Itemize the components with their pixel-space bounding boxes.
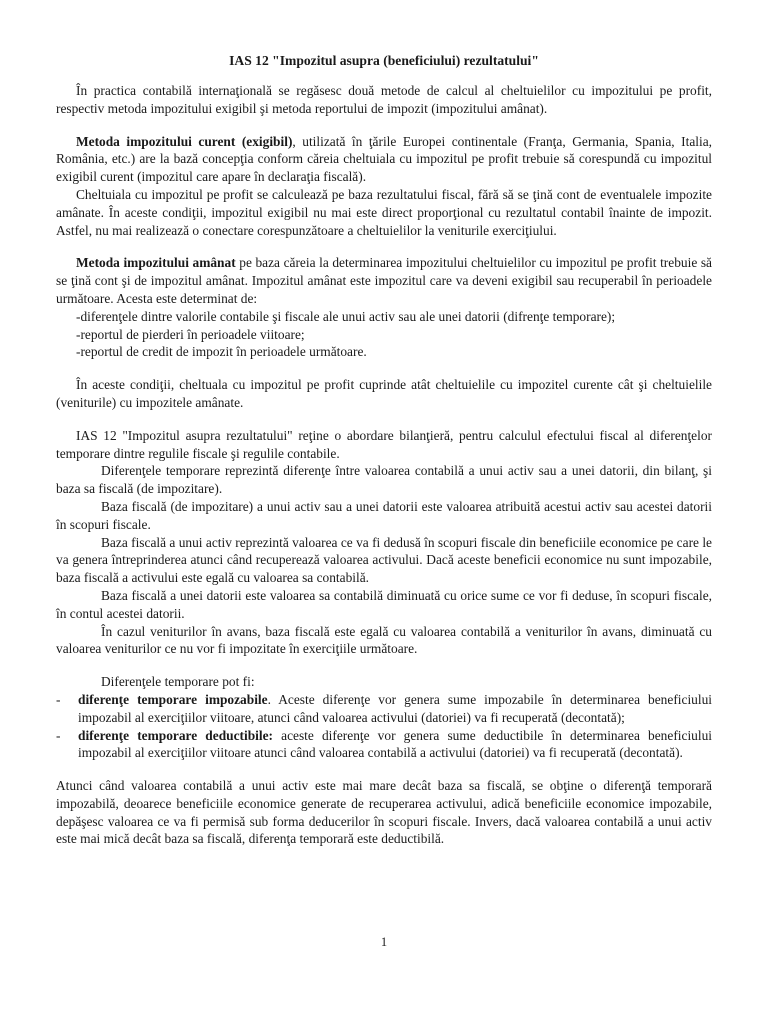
types-heading: Diferenţele temporare pot fi: <box>101 674 255 690</box>
conditions-paragraph: În aceste condiţii, cheltuala cu impozitul pe profit cuprinde atât cheltuielile cu impozitel curente cât şi cheltuielile (veniturile) cu impozitele amânate. <box>56 377 712 410</box>
ias12-paragraph-2: Diferenţele temporare reprezintă diferenţe între valoarea contabilă a unui activ sau a unei datorii, din bilanţ, şi baza sa fiscală (de impozitare). <box>56 463 712 497</box>
bullet-mark: - <box>56 727 61 743</box>
ias12-paragraph-4: Baza fiscală a unui activ reprezintă valoarea ce va fi dedusă în scopuri fiscale din beneficiile economice pe care le va genera întreprinderea atunci când recuperează valoarea activului. Dacă aceste beneficii economice nu sunt impozabile, baza fiscală a activului este egală cu valoarea sa contabilă. <box>56 534 712 586</box>
deferred-method-text: pe baza căreia la determinarea impozitului cheltuielilor cu impozitul pe profit trebuie să se ţină cont şi de impozitul amânat. Impozitul amânat este impozitul care va deveni exigibil sau recuperabil în perioadele următoare. Acesta este determinat de: <box>56 255 712 306</box>
document-title: IAS 12 "Impozitul asupra (beneficiului) rezultatului" <box>229 53 539 68</box>
intro-paragraph: În practica contabilă internaţională se regăsesc două metode de calcul al cheltuielilor cu impozitului pe profit, respectiv metoda impozitului exigibil şi metoda reportului de impozit (impozitului amânat). <box>56 83 712 116</box>
list-item <box>56 691 712 727</box>
current-method-label: Metoda impozitului curent (exigibil) <box>76 133 293 149</box>
deferred-method-label: Metoda impozitului amânat <box>76 255 236 271</box>
taxable-differences-label: diferenţe temporare impozabile <box>78 691 268 707</box>
bullet-mark: - <box>56 691 61 707</box>
list-item <box>56 727 712 763</box>
deductible-differences-label: diferenţe temporare deductibile: <box>78 727 274 743</box>
list-item: -reportul de credit de impozit în perioadele următoare. <box>76 344 367 360</box>
ias12-paragraph-5: Baza fiscală a unei datorii este valoarea sa contabilă diminuată cu orice sume ce vor fi deduse, în scopuri fiscale, în contul acestei datorii. <box>56 587 712 621</box>
ias12-paragraph-1: IAS 12 "Impozitul asupra rezultatului" reţine o abordare bilanţieră, pentru calculul efectului fiscal al diferenţelor temporare dintre regulile fiscale şi regulile contabile. <box>56 427 712 461</box>
taxable-differences-text: . Aceste diferenţe vor genera sume impozabile în determinarea beneficiului impozabil al exerciţiilor viitoare, atunci când valoarea activului (datoriei) va fi recuperată (decontată); <box>78 691 712 725</box>
list-item: -diferenţele dintre valorile contabile şi fiscale ale unui activ sau ale unei datorii (difrenţe temporare); <box>76 308 616 324</box>
ias12-paragraph-3: Baza fiscală (de impozitare) a unui activ sau a unei datorii este valoarea atribuită acestui activ sau acestei datorii în scopuri fiscale. <box>56 498 712 532</box>
closing-paragraph: Atunci când valoarea contabilă a unui activ este mai mare decât baza sa fiscală, se obţine o diferenţă temporară impozabilă, deoarece beneficiile economice generate de recuperarea activului, adică beneficiile economice impozabile, depăşesc valoarea ce va fi permisă sub forma deducerilor în scopuri fiscale. Invers, dacă valoarea contabilă a unui activ este mai mică decât baza sa fiscală, diferenţa temporară este deductibilă. <box>56 778 712 847</box>
deductible-differences-text: aceste diferenţe vor genera sume deductibile în determinarea beneficiului impozabil al exerciţiilor viitoare atunci când valoarea contabilă a activului (datoriei) va fi recuperată (decontată). <box>78 727 712 761</box>
page-number: 1 <box>380 935 388 949</box>
current-method-text: , utilizată în ţările Europei continentale (Franţa, Germania, Spania, Italia, România, etc.) are la bază concepţia conform căreia cheltuiala cu impozitul pe profit trebuie să corespundă cu impozitul exigibil curent (impozitul care apare în declaraţia fiscală). <box>56 133 713 185</box>
deferred-items-list <box>56 308 712 361</box>
ias12-paragraph-6: În cazul veniturilor în avans, baza fiscală este egală cu valoarea contabilă a veniturilor în avans, diminuată cu valoarea veniturilor ce nu vor fi impozitate în exerciţiile următoare. <box>56 623 712 657</box>
deferred-method-paragraph <box>56 254 712 307</box>
current-method-paragraph <box>56 133 712 186</box>
current-method-paragraph-2: Cheltuiala cu impozitul pe profit se calculează pe baza rezultatului fiscal, fără să se ţină cont de eventualele impozite amânate. În aceste condiţii, impozitul exigibil nu mai este direct proporţional cu rezultatul contabil înainte de impozit. Astfel, nu mai realizează o conectare corespunzătoare a cheltuielilor la veniturile exerciţiului. <box>56 186 712 238</box>
list-item: -reportul de pierderi în perioadele viitoare; <box>76 326 305 342</box>
types-list <box>56 691 712 762</box>
